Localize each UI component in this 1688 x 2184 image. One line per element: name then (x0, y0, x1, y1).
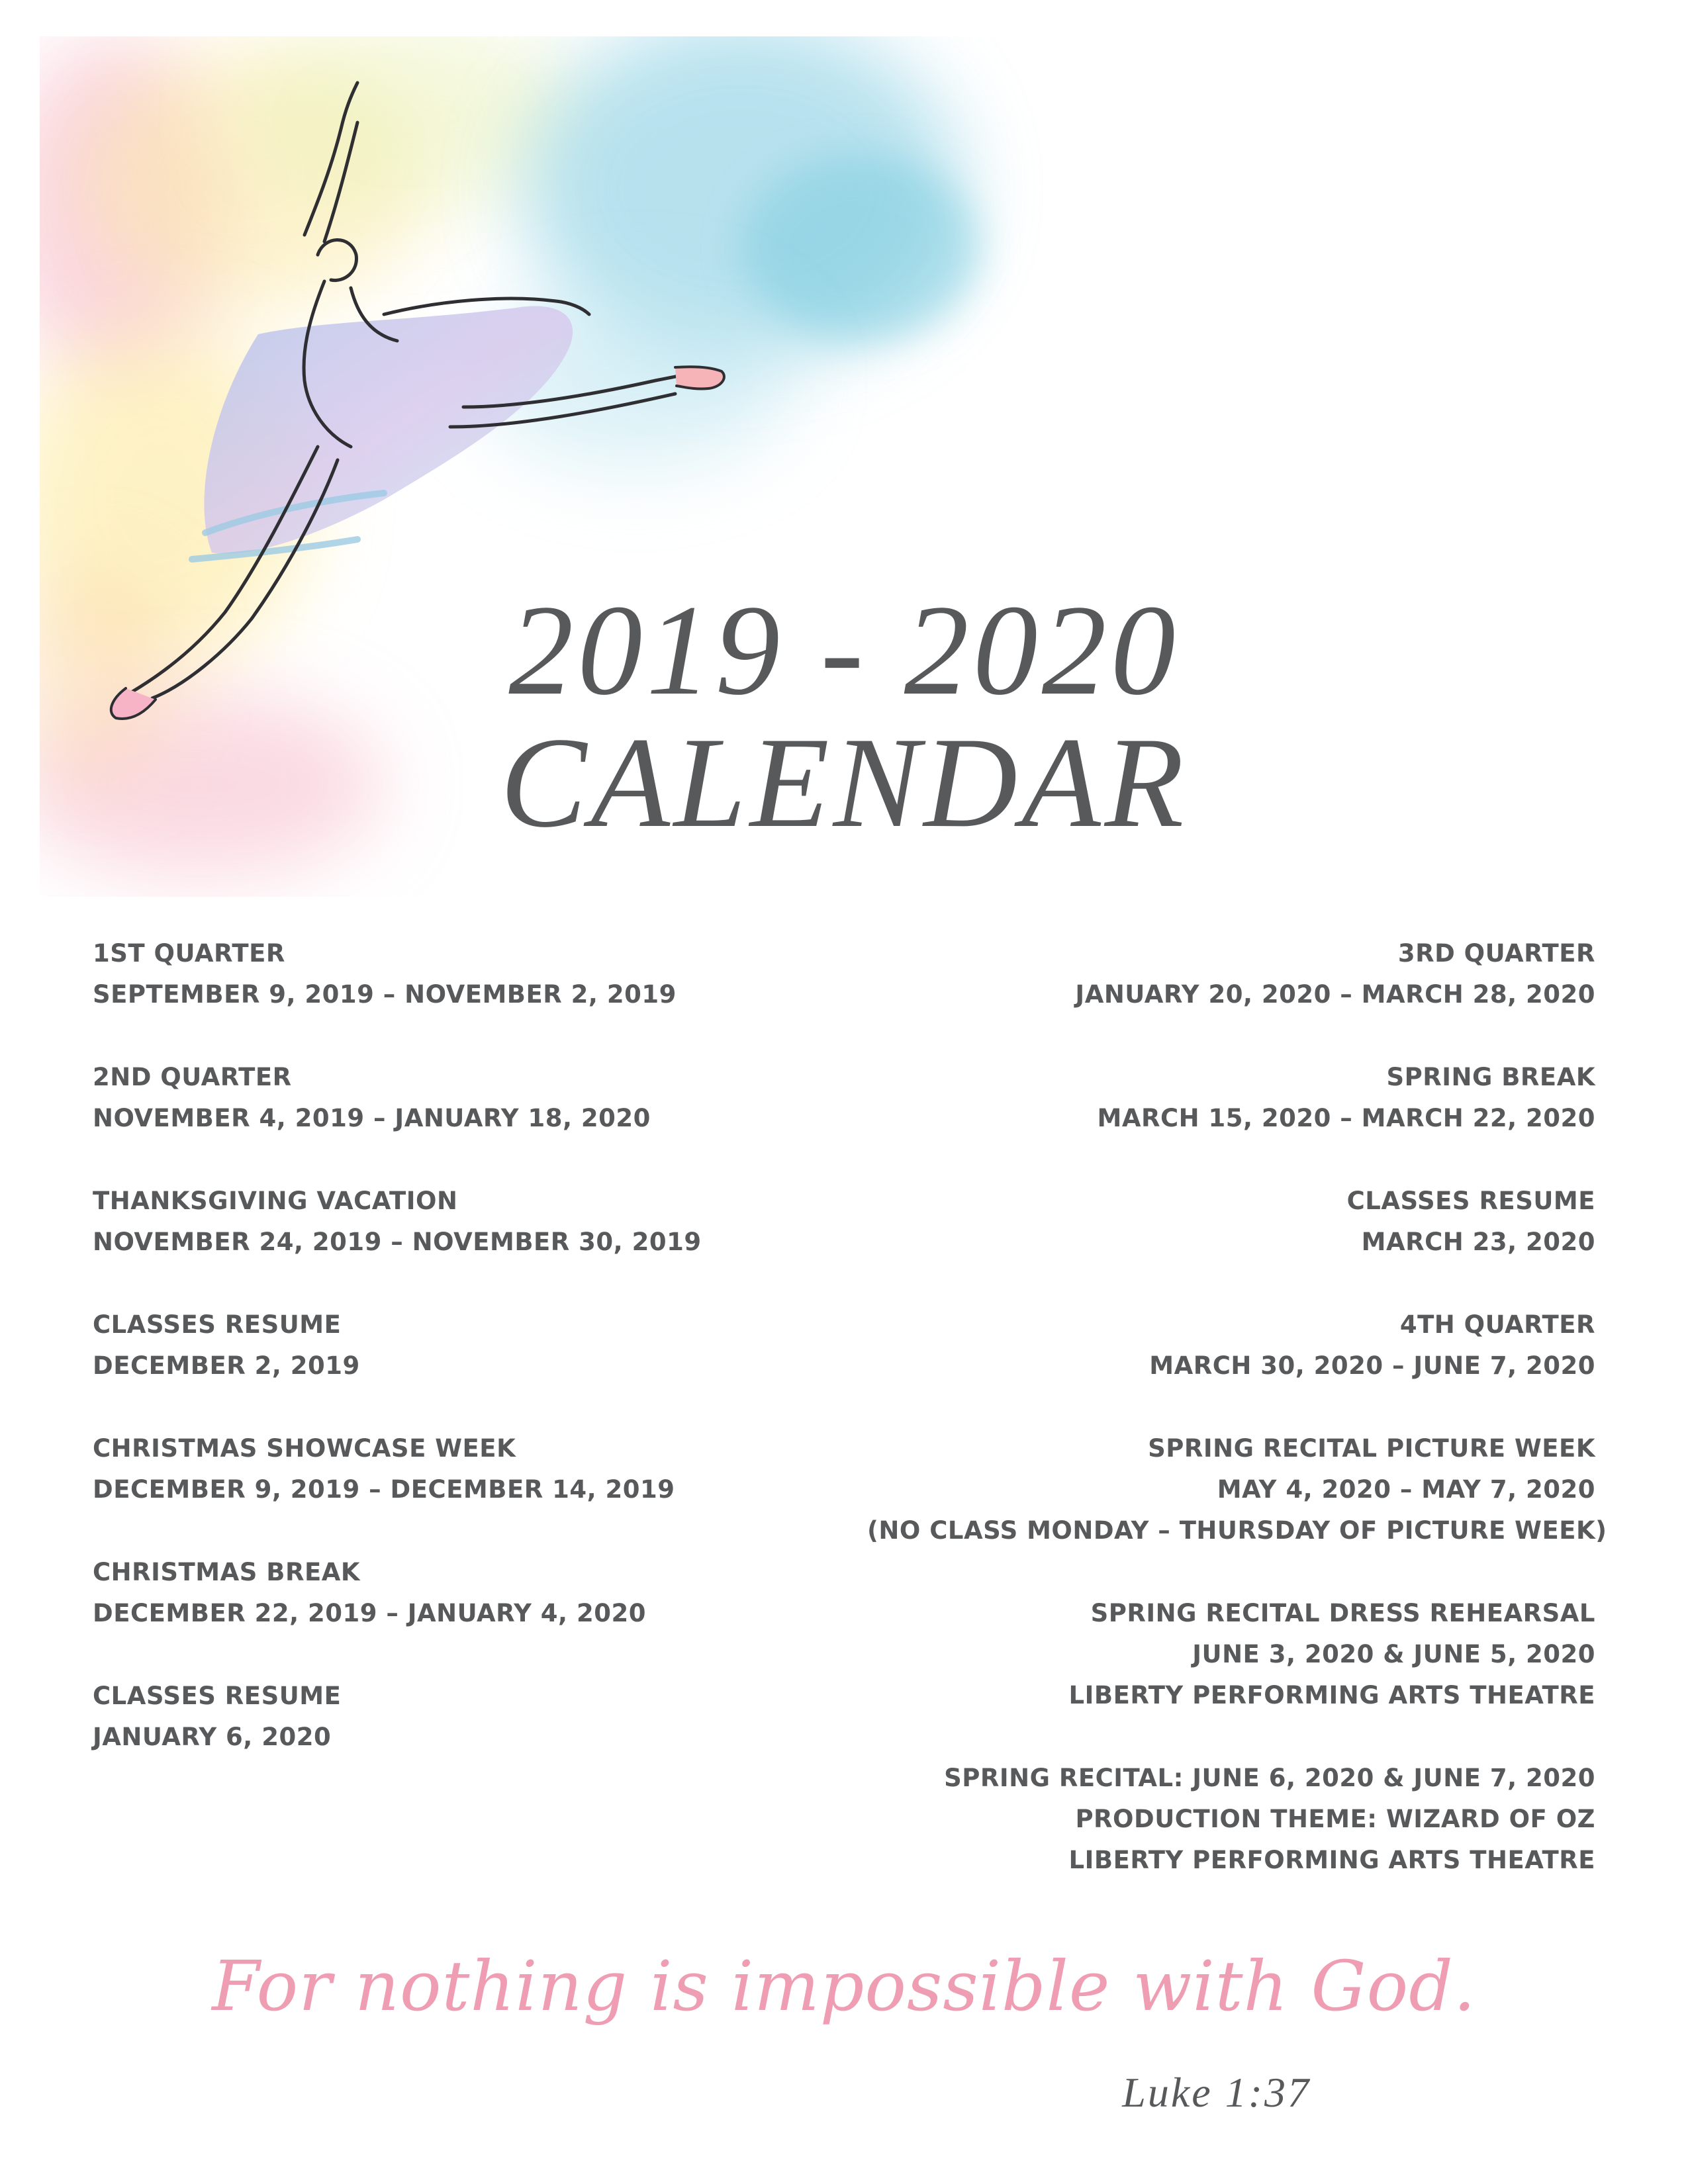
schedule-entry (867, 1758, 1595, 1881)
scripture-reference: Luke 1:37 (1122, 2069, 1311, 2116)
schedule-entry-label: SPRING RECITAL DRESS REHEARSAL (1090, 1599, 1595, 1627)
schedule-entry-detail: LIBERTY PERFORMING ARTS THEATRE (1068, 1681, 1595, 1709)
schedule-entry-detail: PRODUCTION THEME: WIZARD OF OZ (1075, 1805, 1595, 1833)
schedule-entry (93, 1304, 821, 1387)
schedule-entry-label: SPRING RECITAL PICTURE WEEK (1148, 1434, 1595, 1463)
schedule-entry (867, 1304, 1595, 1387)
schedule-entry-detail: (NO CLASS MONDAY – THURSDAY OF PICTURE WEEK) (867, 1516, 1607, 1545)
schedule-entry-detail: LIBERTY PERFORMING ARTS THEATRE (1068, 1846, 1595, 1874)
schedule-entry-detail: JANUARY 6, 2020 (93, 1723, 332, 1751)
schedule-entry-label: SPRING BREAK (1386, 1063, 1595, 1091)
schedule-entry-detail: DECEMBER 22, 2019 – JANUARY 4, 2020 (93, 1599, 646, 1627)
schedule-entry-detail: NOVEMBER 24, 2019 – NOVEMBER 30, 2019 (93, 1228, 702, 1256)
schedule-entry (93, 1057, 821, 1139)
scripture-quote: For nothing is impossible with God. (212, 1946, 1476, 2026)
schedule-entry (93, 1552, 821, 1634)
schedule-entry-label: SPRING RECITAL: JUNE 6, 2020 & JUNE 7, 2020 (944, 1764, 1595, 1792)
schedule-left-column (93, 933, 821, 1799)
schedule-entry (867, 1057, 1595, 1139)
schedule-entry-label: CHRISTMAS BREAK (93, 1558, 361, 1586)
schedule-entry-detail: MARCH 30, 2020 – JUNE 7, 2020 (1149, 1351, 1595, 1380)
schedule-entry-label: 2ND QUARTER (93, 1063, 292, 1091)
schedule-entry-detail: NOVEMBER 4, 2019 – JANUARY 18, 2020 (93, 1104, 651, 1132)
schedule-entry-label: 1ST QUARTER (93, 939, 285, 968)
schedule-entry-label: 3RD QUARTER (1397, 939, 1595, 968)
page-title-calendar: CALENDAR (500, 711, 1188, 854)
schedule-entry-detail: MARCH 15, 2020 – MARCH 22, 2020 (1097, 1104, 1595, 1132)
schedule-right-column (867, 933, 1607, 1923)
schedule-entry-label: CLASSES RESUME (1346, 1187, 1595, 1215)
schedule-entry-detail: MAY 4, 2020 – MAY 7, 2020 (1217, 1475, 1595, 1504)
schedule-entry-label: CLASSES RESUME (93, 1682, 342, 1710)
schedule-entry-label: 4TH QUARTER (1399, 1310, 1595, 1339)
schedule-entry-detail: SEPTEMBER 9, 2019 – NOVEMBER 2, 2019 (93, 980, 677, 1009)
schedule-entry (867, 1181, 1595, 1263)
schedule-entry-detail: DECEMBER 9, 2019 – DECEMBER 14, 2019 (93, 1475, 675, 1504)
schedule-entry-label: CHRISTMAS SHOWCASE WEEK (93, 1434, 516, 1463)
schedule-entry-label: THANKSGIVING VACATION (93, 1187, 458, 1215)
schedule-entry (867, 1593, 1595, 1716)
schedule-entry-detail: MARCH 23, 2020 (1361, 1228, 1595, 1256)
schedule-entry-detail: JUNE 3, 2020 & JUNE 5, 2020 (1192, 1640, 1595, 1668)
schedule-entry (93, 1181, 821, 1263)
schedule-entry (93, 1676, 821, 1758)
schedule-entry-detail: DECEMBER 2, 2019 (93, 1351, 360, 1380)
page-title-year: 2019 - 2020 (508, 578, 1180, 722)
schedule-entry (93, 1428, 821, 1510)
schedule-entry-detail: JANUARY 20, 2020 – MARCH 28, 2020 (1075, 980, 1595, 1009)
schedule-entry (93, 933, 821, 1015)
schedule-entry (867, 1428, 1607, 1551)
schedule-entry-label: CLASSES RESUME (93, 1310, 342, 1339)
schedule-entry (867, 933, 1595, 1015)
